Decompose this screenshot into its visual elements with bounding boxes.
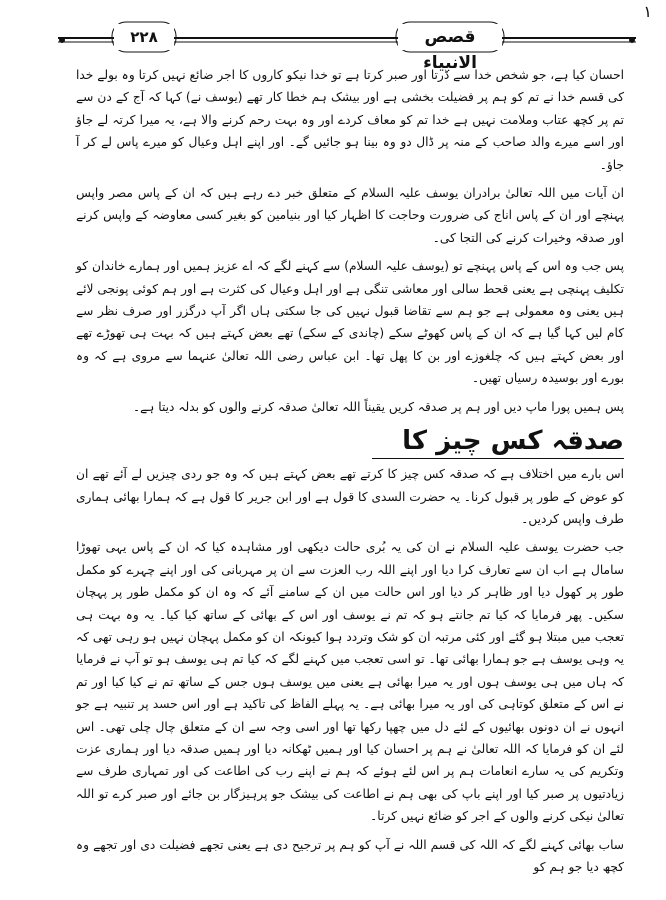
- book-title: قصص الانبیاء: [398, 24, 502, 50]
- running-header: [58, 18, 636, 73]
- paragraph: جب حضرت یوسف علیہ السلام نے ان کی یہ بُری حالت دیکھی اور مشاہدہ کیا کہ ان کے پاس یہی تھوڑا سامال ہے اب ان سے تعارف کرا دیا اور اپنے اللہ رب العزت سے ان پر مہربانی کی اور اپنے چہرے کو مکمل طور پر کھول دیا اور ظاہر کر دیا اور اس حالت میں ان کے سامنے آئے کہ وہ ان کو مکمل طور پر پہچان سکیں۔ پھر فرمایا کہ کیا تم جانتے ہو کہ تم نے یوسف اور اس کے بھائی کے ساتھ کیا کیا۔ یہ وہ بہت ہی تعجب میں مبتلا ہو گئے اور کئی مرتبہ ان کو شک وتردد ہوا کیونکہ ان کو مکمل پہچان نہیں ہو رہی تھی کہ یہ وہی یوسف ہے جو ہمارا بھائی تھا۔ تو اسی تعجب میں کہنے لگے کہ کیا تم ہی یوسف ہو تو آپ نے فرمایا کہ ہاں میں ہی یوسف ہوں اور یہ میرا بھائی ہے یعنی میں یوسف ہوں جس کے ساتھ تم نے کیا کیا اور تم نے اس کے متعلق کوتاہی کی اور یہ میرا بھائی ہے۔ یہ پہلے الفاظ کی تاکید ہے اور اس حسد پر تنبیہ ہے جو انہوں نے ان دونوں بھائیوں کے لئے دل میں چھپا رکھا تھا اور اسی وجہ سے ان کے متعلق چال چلی تھی۔ اس لئے ان کو فرمایا کہ اللہ تعالیٰ نے ہم پر احسان کیا اور ہمیں ٹھکانہ دیا اور ہمیں صدقہ دیا اور ہماری عزت وتکریم کی یہ سارے انعامات ہم پر اس لئے ہوئے کہ ہم نے اپنے رب کی اطاعت کی اور تمہاری طرف سے زیادتیوں پر صبر کیا اور اپنے باپ کی بھی ہم نے اطاعت کی بیشک جو پرہیزگار بن جائے اور صبر کرے تو اللہ تعالیٰ نیکی کرنے والوں کے اجر کو ضائع نہیں کرتا۔: [76, 540, 624, 824]
- page-body: [76, 64, 624, 878]
- paragraph: احسان کیا ہے، جو شخص خدا سے ڈرتا اور صبر کرتا ہے تو خدا نیکو کاروں کا اجر ضائع نہیں کرتا وہ بولے خدا کی قسم خدا نے تم کو ہم پر فضیلت بخشی ہے اور بیشک ہم خطا کار تھے (یوسف نے) کہا کہ آج کے دن سے تم پر کچھ عتاب وملامت نہیں ہے خدا تم کو معاف کردے اور وہ بہت رحم کرنے والا ہے، یہ میرا کرتہ لے جاؤ اور اسے میرے والد صاحب کے منہ پر ڈال دو وہ بینا ہو جائیں گے۔ اور اپنے اہل وعیال کو میرے پاس لے کر آ جاؤ۔: [76, 68, 624, 172]
- paragraph: پس جب وہ اس کے پاس پہنچے تو (یوسف علیہ السلام) سے کہنے لگے کہ اے عزیز ہمیں اور ہمارے خاندان کو تکلیف پہنچی ہے یعنی قحط سالی اور معاشی تنگی ہے اور اہل وعیال کی کثرت ہے اور ہم کوئی پونجی لائے ہیں یعنی وہ معمولی ہے جو ہم سے تقاضا قبول نہیں کی جا سکتی ہاں اگر آپ درگزر اور صرف نظر سے کام لیں کہا گیا ہے کہ ان کے پاس کھوٹے سکے (چاندی کے سکے) تھے بعض کہتے ہیں کہ بہت ہی تھوڑے تھے اور بعض کہتے ہیں کہ چلغوزے اور بن کا پھل تھا۔ ابن عباس رضی اللہ تعالیٰ عنہما سے مروی ہے کہ وہ بورے اور بوسیدہ رسیاں تھیں۔: [76, 259, 624, 386]
- paragraph: اس بارے میں اختلاف ہے کہ صدقہ کس چیز کا کرتے تھے بعض کہتے ہیں کہ وہ جو ردی چیزیں لے آئے تھے ان کو عوض کے طور پر قبول کرنا۔ یہ حضرت السدی کا قول ہے اور ابن جریر کا قول ہے کہ ہمارا بھائی ہماری طرف واپس کردیں۔: [76, 467, 624, 526]
- section-heading-wrap: [76, 418, 624, 463]
- page-corner-number: ١: [643, 2, 652, 21]
- header-page-number: ۲۲۸: [114, 24, 174, 50]
- section-heading: صدقہ کس چیز کا: [372, 424, 624, 459]
- paragraph: پس ہمیں پورا ماپ دیں اور ہم پر صدقہ کریں یقیناً اللہ تعالیٰ صدقہ کرنے والوں کو بدلہ دیتا ہے۔: [132, 399, 624, 414]
- paragraph: ساب بھائی کہنے لگے کہ اللہ کی قسم اللہ نے آپ کو ہم پر ترجیح دی ہے یعنی تجھے فضیلت دی اور تجھے وہ کچھ دیا جو ہم کو: [76, 837, 624, 874]
- paragraph: ان آیات میں اللہ تعالیٰ برادران یوسف علیہ السلام کے متعلق خبر دے رہے ہیں کہ ان کے پاس مصر واپس پہنچے اور ان کے پاس اناج کی ضرورت وحاجت کا اظہار کیا اور بنیامین کو بغیر کسی معاوضہ کے واپس کرنے اور صدقہ وخیرات کرنے کی التجا کی۔: [76, 186, 624, 245]
